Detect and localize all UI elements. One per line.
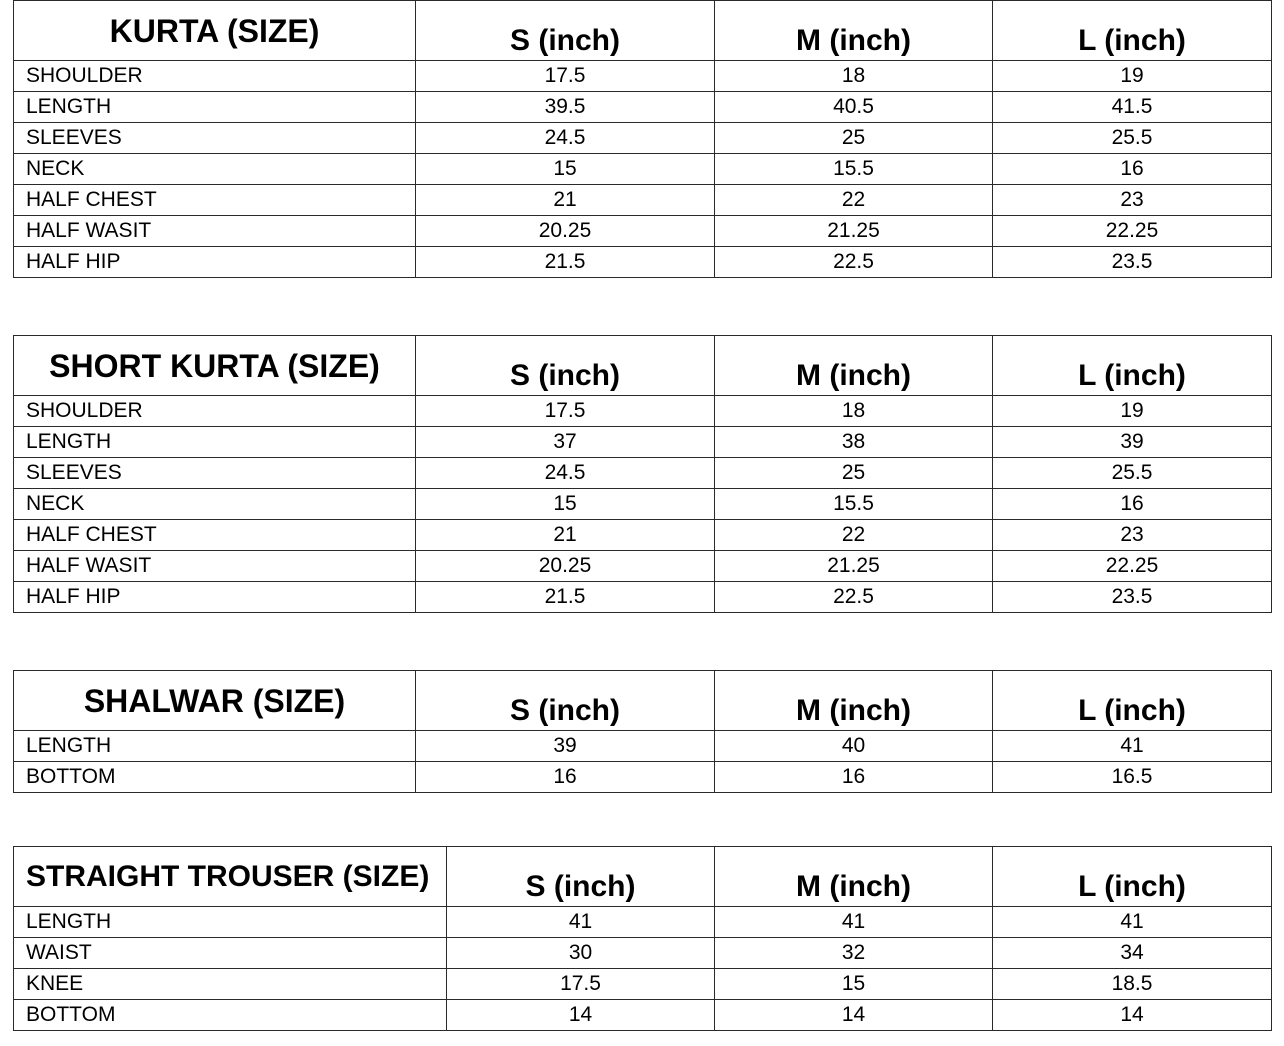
measurement-cell: 30 <box>447 938 715 969</box>
row-label: HALF CHEST <box>14 185 416 216</box>
column-header: M (inch) <box>715 1 993 61</box>
row-label: WAIST <box>14 938 447 969</box>
column-header: M (inch) <box>715 847 993 907</box>
column-header: S (inch) <box>416 671 715 731</box>
measurement-cell: 16 <box>993 489 1272 520</box>
row-label: SHOULDER <box>14 396 416 427</box>
measurement-cell: 41 <box>447 907 715 938</box>
measurement-cell: 21.25 <box>715 551 993 582</box>
measurement-cell: 22.5 <box>715 582 993 613</box>
measurement-cell: 17.5 <box>416 396 715 427</box>
measurement-cell: 14 <box>447 1000 715 1031</box>
table-row <box>14 969 1272 1000</box>
measurement-cell: 21.5 <box>416 247 715 278</box>
table-row <box>14 551 1272 582</box>
measurement-cell: 19 <box>993 61 1272 92</box>
table-row <box>14 92 1272 123</box>
row-label: LENGTH <box>14 427 416 458</box>
column-header: S (inch) <box>447 847 715 907</box>
short-kurta-size-table <box>13 335 1272 613</box>
measurement-cell: 41 <box>715 907 993 938</box>
row-label: HALF HIP <box>14 582 416 613</box>
measurement-cell: 15 <box>416 489 715 520</box>
measurement-cell: 14 <box>715 1000 993 1031</box>
measurement-cell: 14 <box>993 1000 1272 1031</box>
table-row <box>14 489 1272 520</box>
measurement-cell: 22 <box>715 520 993 551</box>
measurement-cell: 24.5 <box>416 123 715 154</box>
measurement-cell: 25 <box>715 458 993 489</box>
table-title: SHORT KURTA (SIZE) <box>14 336 416 396</box>
measurement-cell: 21 <box>416 520 715 551</box>
table-row <box>14 731 1272 762</box>
table-row <box>14 247 1272 278</box>
measurement-cell: 15 <box>416 154 715 185</box>
measurement-cell: 23 <box>993 520 1272 551</box>
row-label: SLEEVES <box>14 458 416 489</box>
measurement-cell: 25.5 <box>993 123 1272 154</box>
table-row <box>14 61 1272 92</box>
measurement-cell: 15.5 <box>715 154 993 185</box>
column-header: L (inch) <box>993 671 1272 731</box>
measurement-cell: 20.25 <box>416 216 715 247</box>
shalwar-size-table <box>13 670 1272 793</box>
measurement-cell: 41.5 <box>993 92 1272 123</box>
measurement-cell: 41 <box>993 731 1272 762</box>
table-row <box>14 907 1272 938</box>
measurement-cell: 22 <box>715 185 993 216</box>
measurement-cell: 16 <box>715 762 993 793</box>
measurement-cell: 22.25 <box>993 216 1272 247</box>
measurement-cell: 20.25 <box>416 551 715 582</box>
measurement-cell: 24.5 <box>416 458 715 489</box>
measurement-cell: 15 <box>715 969 993 1000</box>
table-row <box>14 762 1272 793</box>
table-row <box>14 520 1272 551</box>
measurement-cell: 34 <box>993 938 1272 969</box>
row-label: SHOULDER <box>14 61 416 92</box>
measurement-cell: 21.25 <box>715 216 993 247</box>
measurement-cell: 39 <box>416 731 715 762</box>
measurement-cell: 23.5 <box>993 247 1272 278</box>
row-label: NECK <box>14 489 416 520</box>
measurement-cell: 18 <box>715 61 993 92</box>
measurement-cell: 38 <box>715 427 993 458</box>
column-header: L (inch) <box>993 847 1272 907</box>
table-header-row <box>14 671 1272 731</box>
measurement-cell: 15.5 <box>715 489 993 520</box>
row-label: HALF CHEST <box>14 520 416 551</box>
measurement-cell: 22.5 <box>715 247 993 278</box>
table-row <box>14 458 1272 489</box>
measurement-cell: 19 <box>993 396 1272 427</box>
table-row <box>14 396 1272 427</box>
measurement-cell: 40.5 <box>715 92 993 123</box>
measurement-cell: 17.5 <box>416 61 715 92</box>
column-header: L (inch) <box>993 1 1272 61</box>
row-label: KNEE <box>14 969 447 1000</box>
row-label: LENGTH <box>14 92 416 123</box>
column-header: M (inch) <box>715 671 993 731</box>
measurement-cell: 39 <box>993 427 1272 458</box>
measurement-cell: 32 <box>715 938 993 969</box>
column-header: L (inch) <box>993 336 1272 396</box>
row-label: LENGTH <box>14 731 416 762</box>
row-label: SLEEVES <box>14 123 416 154</box>
measurement-cell: 21 <box>416 185 715 216</box>
table-row <box>14 1000 1272 1031</box>
table-row <box>14 123 1272 154</box>
row-label: HALF HIP <box>14 247 416 278</box>
measurement-cell: 16 <box>993 154 1272 185</box>
measurement-cell: 18 <box>715 396 993 427</box>
table-row <box>14 582 1272 613</box>
measurement-cell: 16 <box>416 762 715 793</box>
table-row <box>14 185 1272 216</box>
measurement-cell: 21.5 <box>416 582 715 613</box>
table-row <box>14 216 1272 247</box>
table-header-row <box>14 847 1272 907</box>
measurement-cell: 18.5 <box>993 969 1272 1000</box>
column-header: S (inch) <box>416 336 715 396</box>
table-title: STRAIGHT TROUSER (SIZE) <box>14 847 447 907</box>
table-row <box>14 938 1272 969</box>
column-header: M (inch) <box>715 336 993 396</box>
table-row <box>14 154 1272 185</box>
straight-trouser-size-table <box>13 846 1272 1031</box>
row-label: HALF WASIT <box>14 216 416 247</box>
table-row <box>14 427 1272 458</box>
measurement-cell: 23 <box>993 185 1272 216</box>
row-label: HALF WASIT <box>14 551 416 582</box>
kurta-size-table <box>13 0 1272 278</box>
measurement-cell: 37 <box>416 427 715 458</box>
measurement-cell: 25.5 <box>993 458 1272 489</box>
row-label: BOTTOM <box>14 762 416 793</box>
measurement-cell: 23.5 <box>993 582 1272 613</box>
measurement-cell: 16.5 <box>993 762 1272 793</box>
measurement-cell: 41 <box>993 907 1272 938</box>
measurement-cell: 39.5 <box>416 92 715 123</box>
row-label: BOTTOM <box>14 1000 447 1031</box>
table-title: SHALWAR (SIZE) <box>14 671 416 731</box>
table-header-row <box>14 1 1272 61</box>
measurement-cell: 40 <box>715 731 993 762</box>
measurement-cell: 22.25 <box>993 551 1272 582</box>
table-title: KURTA (SIZE) <box>14 1 416 61</box>
table-header-row <box>14 336 1272 396</box>
column-header: S (inch) <box>416 1 715 61</box>
measurement-cell: 25 <box>715 123 993 154</box>
measurement-cell: 17.5 <box>447 969 715 1000</box>
row-label: LENGTH <box>14 907 447 938</box>
row-label: NECK <box>14 154 416 185</box>
